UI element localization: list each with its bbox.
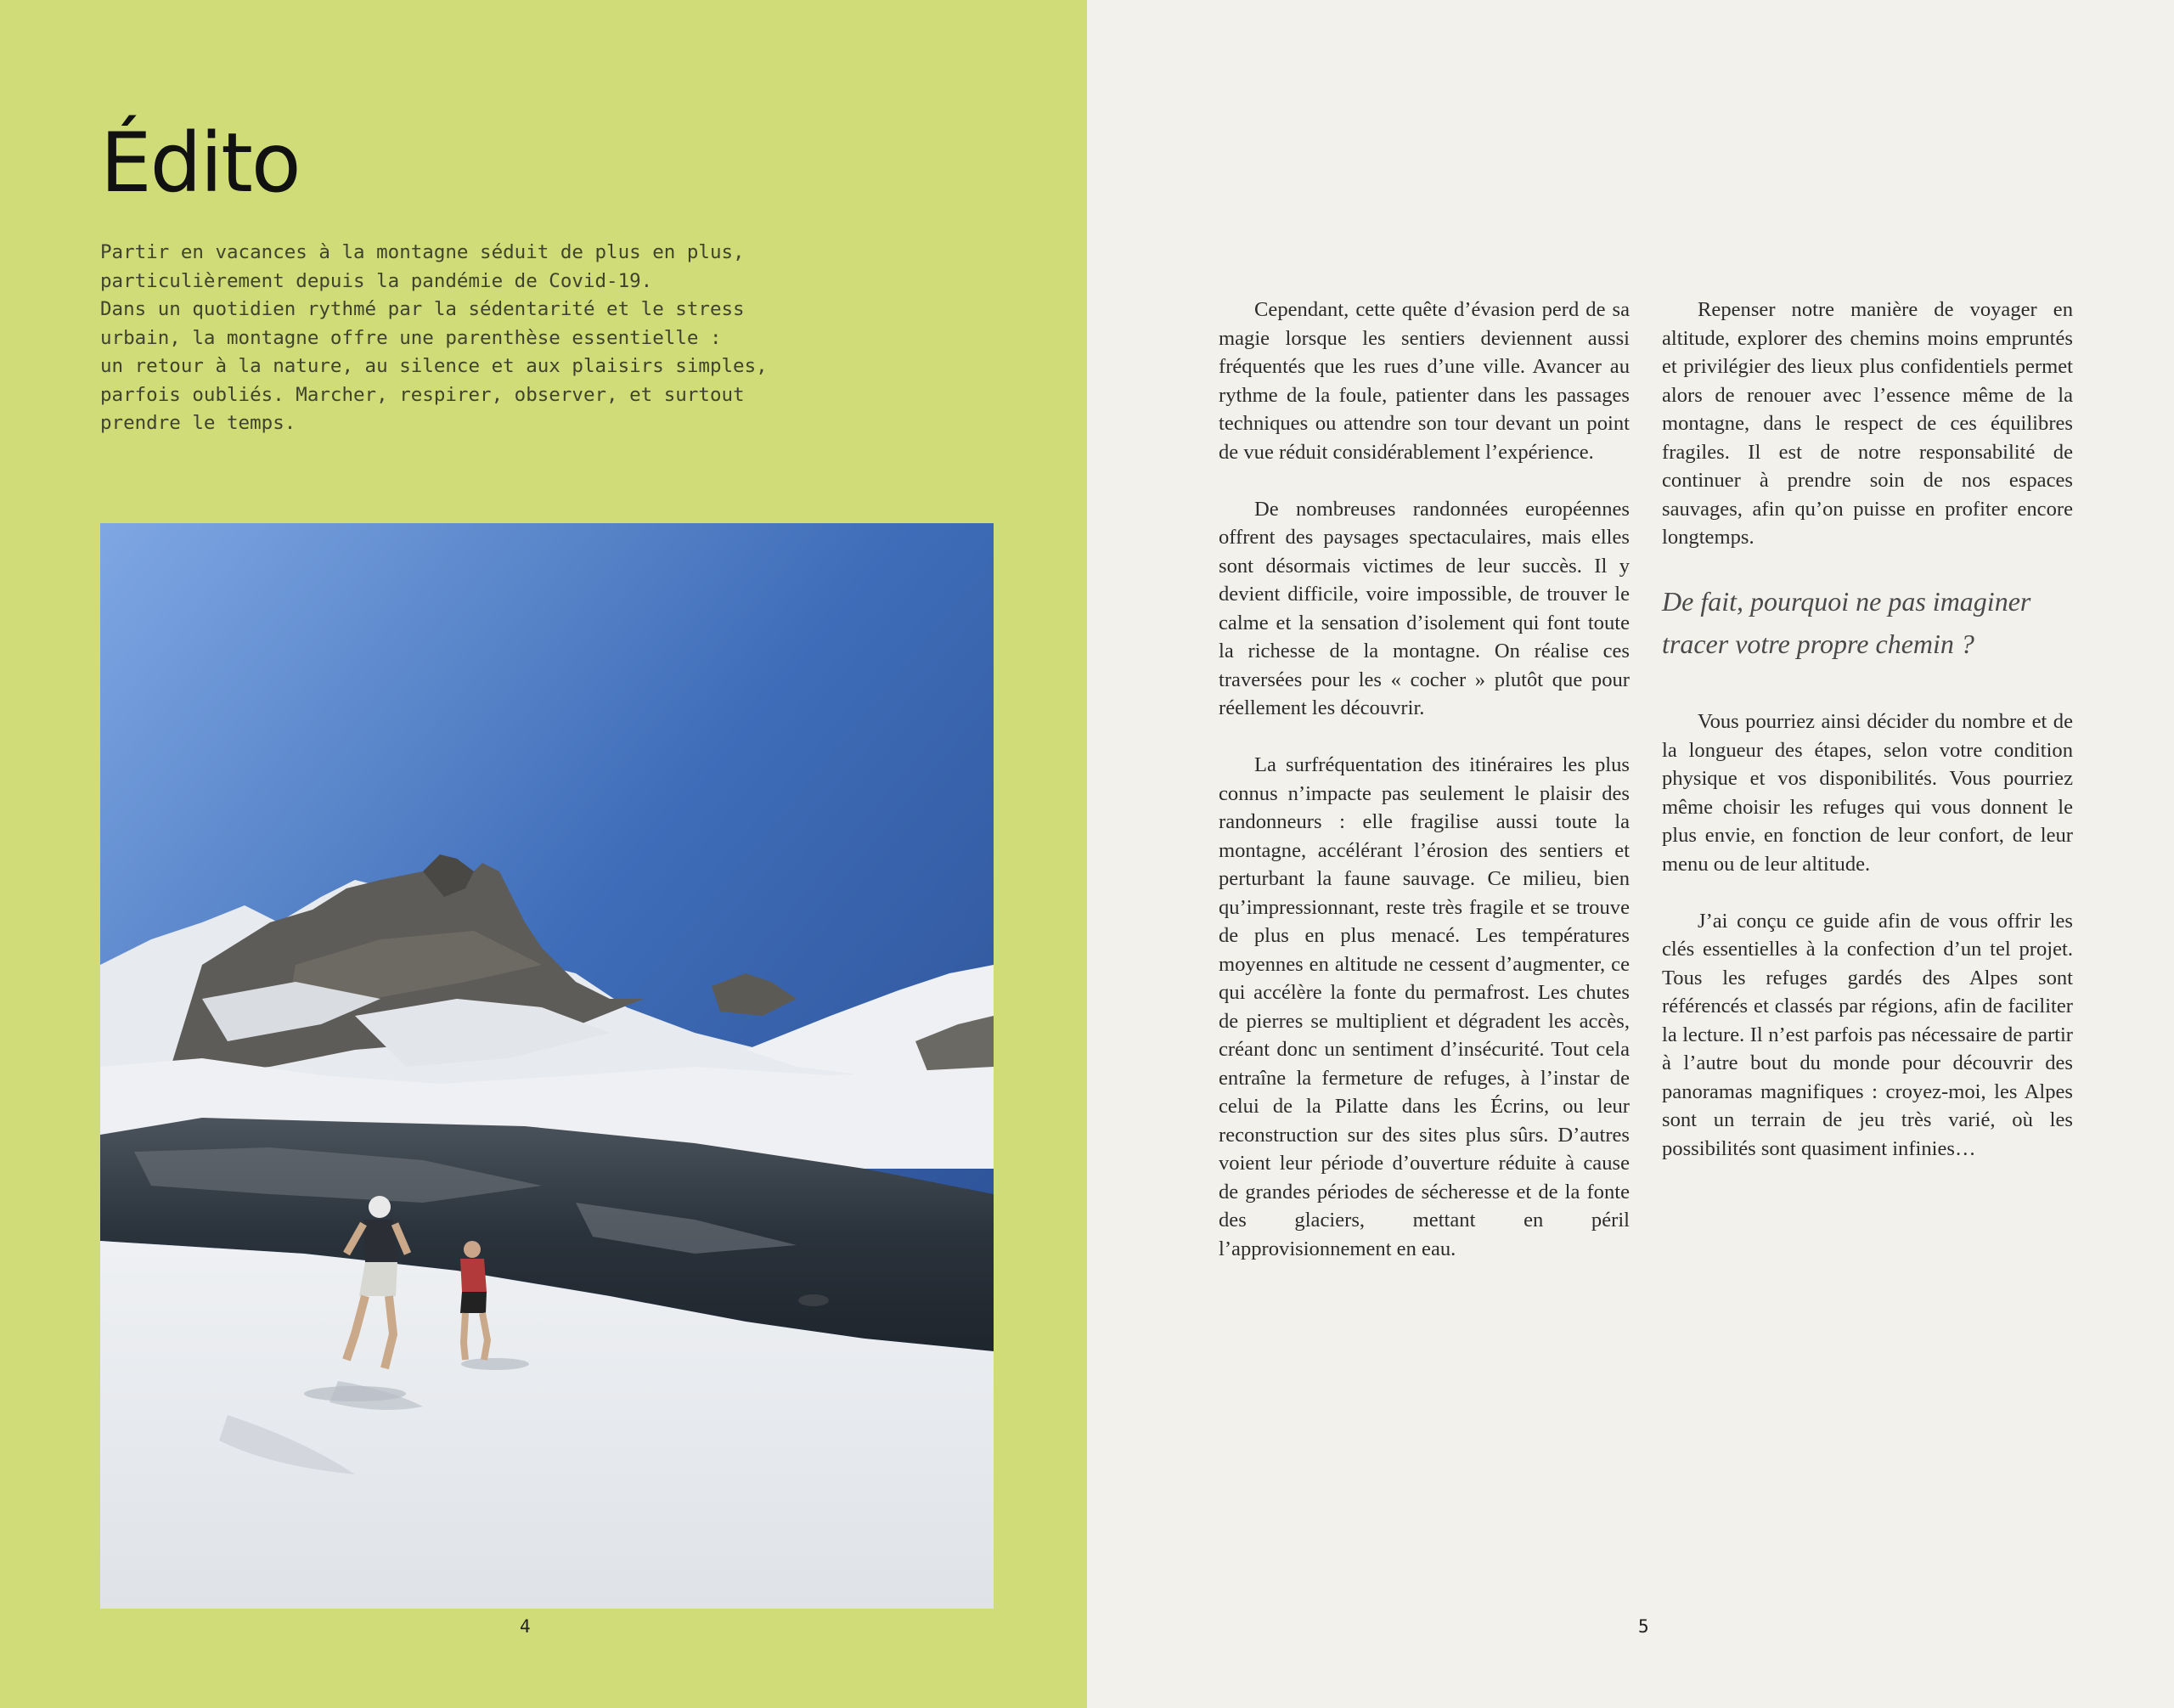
page-title: Édito [100, 116, 300, 211]
page-number: 4 [520, 1616, 531, 1637]
paragraph: Vous pourriez ainsi décider du nombre et de la longueur des étapes, selon votre condition physique et vos disponibilités. Vous pourriez même choisir les refuges qui vous donnent le plus envie, en fonction de leur confort, de leur menu ou de leur altitude. [1662, 710, 2073, 876]
intro-line: particulièrement depuis la pandémie de Covid-19. [100, 269, 653, 292]
text-column-2 [1662, 296, 2073, 1163]
mountain-photo [100, 523, 994, 1609]
paragraph: Cependant, cette quête d’évasion perd de sa magie lorsque les sentiers deviennent aussi fréquentés que les rues d’une ville. Avancer au rythme de la foule, patienter dans les passages techniques ou attendre son tour devant un point de vue réduit considérablement l’expérience. [1219, 298, 1630, 464]
intro-line: Dans un quotidien rythmé par la sédentarité et le stress [100, 298, 745, 320]
paragraph: La surfréquentation des itinéraires les plus connus n’impacte pas seulement le plaisir des randonneurs : elle fragilise aussi toute la montagne, accélérant l’érosion des sentiers et perturbant la faune sauvage. Ce milieu, bien qu’impressionnant, reste très fragile et se trouve de plus en plus menacé. Les températures moyennes en altitude ne cessent d’augmenter, ce qui accélère la fonte du permafrost. Les chutes de pierres se multiplient et dégradent les accès, créant donc un sentiment d’insécurité. Tout cela entraîne la fermeture de refuges, à l’instar de celui de la Pilatte dans les Écrins, ou leur reconstruction sur des sites plus sûrs. D’autres voient leur période d’ouverture réduite à cause de grandes périodes de sécheresse et de la fonte des glaciers, mettant en péril l’approvisionnement en eau. [1219, 753, 1630, 1260]
mountain-photo-illustration [100, 523, 994, 1609]
intro-line: parfois oubliés. Marcher, respirer, observer, et surtout [100, 383, 745, 406]
paragraph: Repenser notre manière de voyager en altitude, explorer des chemins moins empruntés et privilégier des lieux plus confidentiels permet alors de renouer avec l’essence même de la montagne, dans le respect de ces équilibres fragiles. Il est de notre responsabilité de continuer à prendre soin de nos espaces sauvages, afin qu’on puisse en profiter encore longtemps. [1662, 298, 2073, 549]
intro-line: urbain, la montagne offre une parenthèse essentielle : [100, 326, 722, 349]
paragraph: De nombreuses randonnées européennes offrent des paysages spectaculaires, mais elles sont désormais victimes de leur succès. Il y devient difficile, voire impossible, de trouver le calme et la sensation d’isolement qui font toute la richesse de la montagne. On réalise ces traversées pour les « cocher » plutôt que pour réellement les découvrir. [1219, 497, 1630, 719]
intro-line: un retour à la nature, au silence et aux plaisirs simples, [100, 355, 768, 377]
intro-paragraph [100, 239, 890, 438]
page-number: 5 [1638, 1616, 1649, 1637]
paragraph: J’ai conçu ce guide afin de vous offrir les clés essentielles à la confection d’un tel projet. Tous les refuges gardés des Alpes sont référencés et classés par régions, afin de faciliter la lecture. Il n’est parfois pas nécessaire de partir à l’autre bout du monde pour découvrir des panoramas magnifiques : croyez-moi, les Alpes sont un terrain de jeu très varié, où les possibilités sont quasiment infinies… [1662, 909, 2073, 1160]
pull-quote: De fait, pourquoi ne pas imaginer tracer votre propre chemin ? [1662, 586, 2031, 659]
text-column-1 [1219, 296, 1630, 1263]
intro-line: Partir en vacances à la montagne séduit de plus en plus, [100, 241, 745, 263]
intro-line: prendre le temps. [100, 412, 296, 434]
